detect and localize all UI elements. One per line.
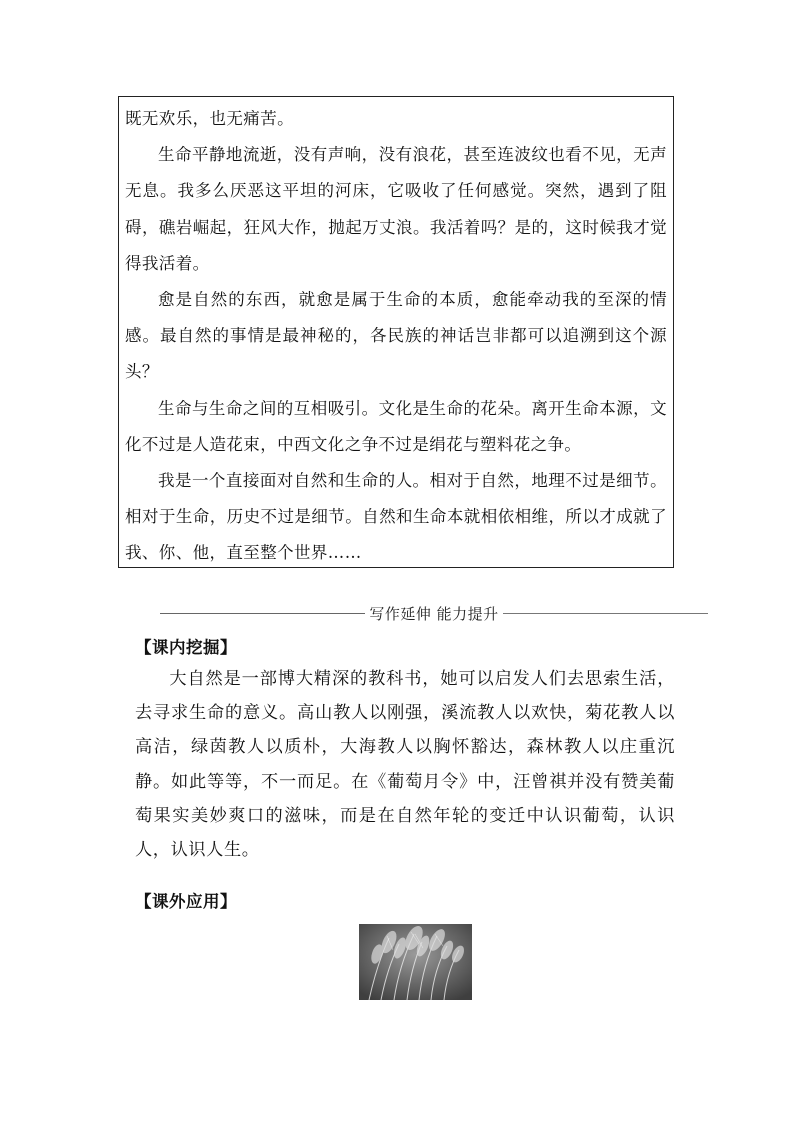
section-divider	[160, 600, 708, 626]
reed-grass-photo	[359, 924, 472, 1000]
section-heading-in-class: 【课内挖掘】	[135, 638, 237, 657]
excerpt-paragraph-1: 既无欢乐，也无痛苦。	[125, 109, 294, 128]
divider-label: 写作延伸 能力提升	[369, 604, 499, 623]
divider-line-right	[503, 613, 708, 614]
reed-grass-image	[359, 924, 472, 1000]
excerpt-paragraph-4: 生命与生命之间的互相吸引。文化是生命的花朵。离开生命本源，文化不过是人造花束，中西文化之争不过是绢花与塑料花之争。	[125, 398, 667, 454]
excerpt-box	[118, 96, 674, 568]
excerpt-paragraph-2: 生命平静地流逝，没有声响，没有浪花，甚至连波纹也看不见，无声无息。我多么厌恶这平坦的河床，它吸收了任何感觉。突然，遇到了阻碍，礁岩崛起，狂风大作，抛起万丈浪。我活着吗？是的，这时候我才觉得我活着。	[125, 145, 667, 273]
excerpt-paragraph-5: 我是一个直接面对自然和生命的人。相对于自然，地理不过是细节。相对于生命，历史不过是细节。自然和生命本就相依相维，所以才成就了我、你、他，直至整个世界……	[125, 471, 667, 563]
excerpt-paragraph-3: 愈是自然的东西，就愈是属于生命的本质，愈能牵动我的至深的情感。最自然的事情是最神秘的，各民族的神话岂非都可以追溯到这个源头？	[125, 290, 667, 382]
section-heading-extracurricular: 【课外应用】	[135, 892, 237, 911]
section-body-in-class: 大自然是一部博大精深的教科书，她可以启发人们去思索生活，去寻求生命的意义。高山教人以刚强，溪流教人以欢快，菊花教人以高洁，绿茵教人以质朴，大海教人以胸怀豁达，森林教人以庄重沉静。如此等等，不一而足。在《葡萄月令》中，汪曾祺并没有赞美葡萄果实美妙爽口的滋味，而是在自然年轮的变迁中认识葡萄，认识人，认识人生。	[135, 669, 675, 861]
divider-line-left	[160, 613, 365, 614]
